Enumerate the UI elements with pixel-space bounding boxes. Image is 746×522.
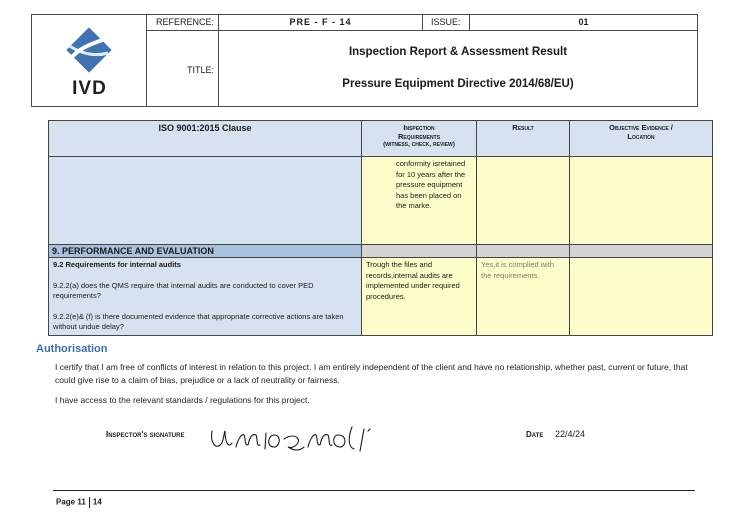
brand-name: IVD [72, 78, 107, 99]
section-title: 9. PERFORMANCE AND EVALUATION [49, 245, 362, 258]
continuation-text: conformity isretained for 10 years after the pressure equipment has been placed on the marke. [396, 159, 466, 210]
continuation-evidence-cell [570, 157, 713, 245]
continuation-requirements-cell [362, 157, 477, 245]
column-header-requirements [362, 121, 477, 157]
authorisation-heading: Authorisation [36, 343, 108, 355]
continuation-result-cell [477, 157, 570, 245]
requirements-header-line1: Inspection [403, 123, 435, 132]
reference-row [147, 15, 697, 31]
section-filler-1 [362, 245, 477, 258]
table-header-row [49, 121, 713, 157]
clause-heading: 9.2 Requirements for internal audits [53, 260, 181, 269]
ivd-logo-icon [54, 23, 124, 79]
page-separator [89, 497, 90, 508]
title-line-2: Pressure Equipment Directive 2014/68/EU) [342, 78, 574, 90]
date-label: Date [526, 430, 544, 439]
title-line-1: Inspection Report & Assessment Result [348, 46, 568, 58]
column-header-clause: ISO 9001:2015 Clause [49, 121, 362, 157]
reference-value: PRE - F - 14 [219, 15, 423, 30]
assessment-table [48, 120, 713, 336]
section-filler-2 [477, 245, 570, 258]
clause-question-2: 9.2.2(e)& (f) is there documented evidence that appropriate corrective actions are taken without undue delay? [53, 311, 344, 331]
section-row [49, 245, 713, 258]
continuation-clause-cell [49, 157, 362, 245]
signature-label: Inspector's signature [106, 430, 185, 439]
issue-label: ISSUE: [423, 15, 470, 30]
column-header-evidence [570, 121, 713, 157]
evidence-header-line2: Location [627, 132, 655, 141]
evidence-cell [570, 258, 713, 336]
requirements-header-line3: (witness, check, review) [383, 141, 455, 148]
clause-question-1: 9.2.2(a) does the QMS require that internal audits are conducted to cover PED requirements? [53, 280, 314, 300]
company-logo [32, 15, 147, 107]
access-statement: I have access to the relevant standards / regulations for this project. [55, 395, 310, 405]
evidence-header-line1: Objective Evidence / [609, 123, 673, 132]
requirements-header-line2: Requirements [397, 132, 441, 141]
document-header [31, 14, 698, 107]
footer-divider [53, 490, 695, 491]
section-filler-3 [570, 245, 713, 258]
table-row [49, 258, 713, 336]
issue-value: 01 [578, 17, 589, 27]
column-header-result: Result [477, 121, 570, 157]
continuation-row [49, 157, 713, 245]
date-value: 22/4/24 [555, 429, 586, 439]
requirements-cell: Trough the files and records,internal audits are implemented under required procedures. [362, 258, 477, 336]
clause-cell [49, 258, 362, 336]
page-total: 14 [92, 497, 102, 507]
page-number: Page 11 [56, 497, 86, 507]
reference-label: REFERENCE: [147, 15, 219, 30]
page-footer [56, 497, 102, 508]
certification-statement: I certify that I am free of conflicts of interest in relation to this project. I am entirely independent of the client and have no relationship, whether past, current or future, that could give rise to a claim of bias, prejudice or a lack of neutrality or fairness. [55, 362, 688, 385]
title-label: TITLE: [147, 31, 219, 107]
result-cell: Yes,it is complied with the requirements. [477, 258, 570, 336]
handwritten-signature [208, 421, 388, 455]
